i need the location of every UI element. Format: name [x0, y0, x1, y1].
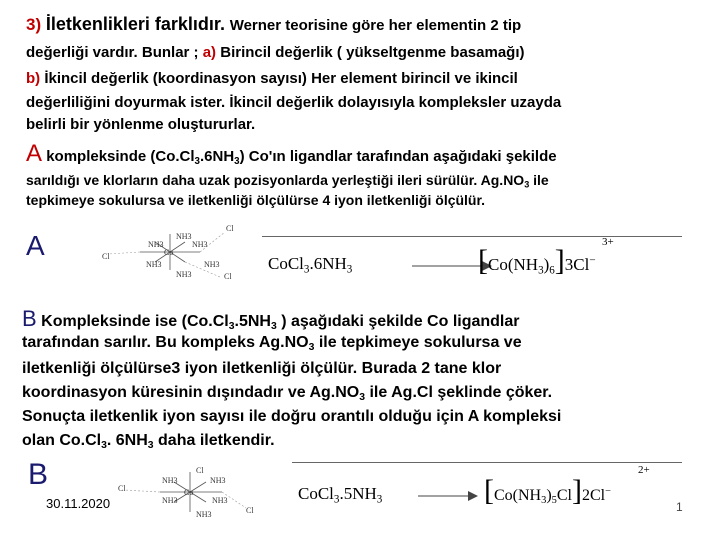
subscript: 3	[308, 342, 315, 354]
subscript: 3	[270, 321, 277, 333]
text-span: Kompleksinde ise (Co.Cl	[41, 313, 229, 330]
equation-b	[292, 462, 682, 514]
label-a: A	[26, 140, 43, 167]
text-span: Werner teorisine göre her elementin 2 tip	[229, 17, 522, 34]
item-number: 3)	[26, 15, 42, 34]
text-span: daha iletkendir.	[153, 432, 275, 449]
product-formula: $[Co(NH_3)_5Cl]2Cl^-$	[484, 474, 611, 507]
label-b: B	[22, 306, 37, 331]
paragraph-1-line-1	[26, 14, 521, 35]
text-span: . 6NH	[106, 432, 148, 449]
ligand-label: NH3	[146, 260, 162, 269]
paragraph-1-line-3	[26, 70, 518, 87]
subscript: 3	[359, 392, 366, 404]
paragraph-a-line-3: tepkimeye sokulursa ve iletkenliği ölçülürse 4 iyon iletkenliği ölçülür.	[26, 192, 486, 208]
text-span: sarıldığı ve klorların daha uzak pozisyonlarda yerleştiği ileri sürülür. Ag.NO	[26, 172, 525, 188]
text-span: ile	[529, 172, 549, 188]
paragraph-b-line-6	[22, 432, 275, 450]
figure-b-label: B	[28, 458, 49, 491]
reaction-arrow	[418, 490, 478, 502]
reactant-formula: $CoCl_3.5NH_3$	[298, 484, 383, 506]
text-span: koordinasyon küresinin dışındadır ve Ag.NO	[22, 384, 360, 401]
text-span: .5NH	[234, 313, 271, 330]
paragraph-1-line-4: değerliliğini doyurmak ister. İkincil değerlik dolayısıyla kompleksler uzayda	[26, 94, 562, 111]
text-span: ) Co'ın ligandlar tarafından aşağıdaki şekilde	[239, 148, 557, 165]
divider	[292, 462, 682, 463]
ligand-label: NH3	[212, 496, 228, 505]
metal-label: Co	[164, 248, 174, 257]
text-span: İkincil değerlik (koordinasyon sayısı) Her element birincil ve ikincil	[40, 70, 518, 87]
ligand-label: NH3	[210, 476, 226, 485]
ligand-label: NH3	[196, 510, 212, 519]
paragraph-b-line-2	[22, 334, 522, 352]
subscript: 3	[524, 179, 530, 190]
chloride-label: Cl	[102, 252, 110, 261]
list-marker-b: b)	[26, 70, 41, 87]
ligand-label: NH3	[148, 240, 164, 249]
ligand-label: NH3	[176, 270, 192, 279]
metal-label: Co	[184, 488, 194, 497]
text-span: olan Co.Cl	[22, 432, 102, 449]
date-footer: 30.11.2020	[46, 496, 111, 511]
chloride-label: Cl	[226, 224, 234, 233]
text-span: tarafından sarılır. Bu kompleks Ag.NO	[22, 334, 309, 351]
ligand-label: NH3	[204, 260, 220, 269]
figure-a-molecule	[100, 222, 240, 282]
text-span: kompleksinde (Co.Cl	[46, 148, 195, 165]
page-number: 1	[676, 500, 683, 514]
subscript: 3	[194, 155, 200, 167]
paragraph-a-line-2	[26, 172, 549, 188]
ligand-label: NH3	[162, 496, 178, 505]
chloride-label: Cl	[196, 466, 204, 475]
text-span: .6NH	[199, 148, 235, 165]
divider	[262, 236, 682, 237]
equation-a	[262, 236, 682, 282]
product-formula: $[Co(NH_3)_6]3Cl^-$	[478, 244, 596, 277]
ligand-label: NH3	[176, 232, 192, 241]
ligand-label: NH3	[162, 476, 178, 485]
paragraph-1-line-2	[26, 44, 525, 61]
subscript: 3	[147, 440, 154, 452]
figure-b-molecule	[118, 462, 258, 522]
paragraph-a-line-1	[26, 140, 557, 168]
text-span: ile tepkimeye sokulursa ve	[314, 334, 522, 351]
text-span: değerliği vardır. Bunlar ;	[26, 44, 203, 61]
text-span: Birincil değerlik ( yükseltgenme basamağı)	[216, 44, 525, 61]
paragraph-b-line-5: Sonuçta iletkenlik iyon sayısı ile doğru orantılı olduğu için A kompleksi	[22, 408, 562, 425]
chloride-label: Cl	[224, 272, 232, 281]
chloride-label: Cl	[118, 484, 126, 493]
text-span: ile Ag.Cl şeklinde çöker.	[365, 384, 553, 401]
paragraph-b-line-4	[22, 384, 552, 402]
paragraph-1-line-5: belirli bir yönlenme oluştururlar.	[26, 116, 256, 133]
text-span: ) aşağıdaki şekilde Co ligandlar	[276, 313, 520, 330]
chloride-label: Cl	[246, 506, 254, 515]
figure-a-label: A	[26, 230, 45, 261]
section-title: İletkenlikleri farklıdır.	[45, 14, 225, 34]
ligand-label: NH3	[192, 240, 208, 249]
list-marker-a: a)	[202, 44, 217, 61]
paragraph-b-line-1	[22, 306, 520, 332]
complex-charge: 2+	[638, 464, 650, 476]
subscript: 3	[101, 440, 107, 452]
subscript: 3	[234, 155, 240, 167]
paragraph-b-line-3: iletkenliği ölçülürse3 iyon iletkenliği ölçülür. Burada 2 tane klor	[22, 360, 502, 377]
subscript: 3	[228, 321, 235, 333]
reactant-formula: $CoCl_3.6NH_3$	[268, 254, 353, 276]
complex-charge: 3+	[602, 236, 614, 248]
